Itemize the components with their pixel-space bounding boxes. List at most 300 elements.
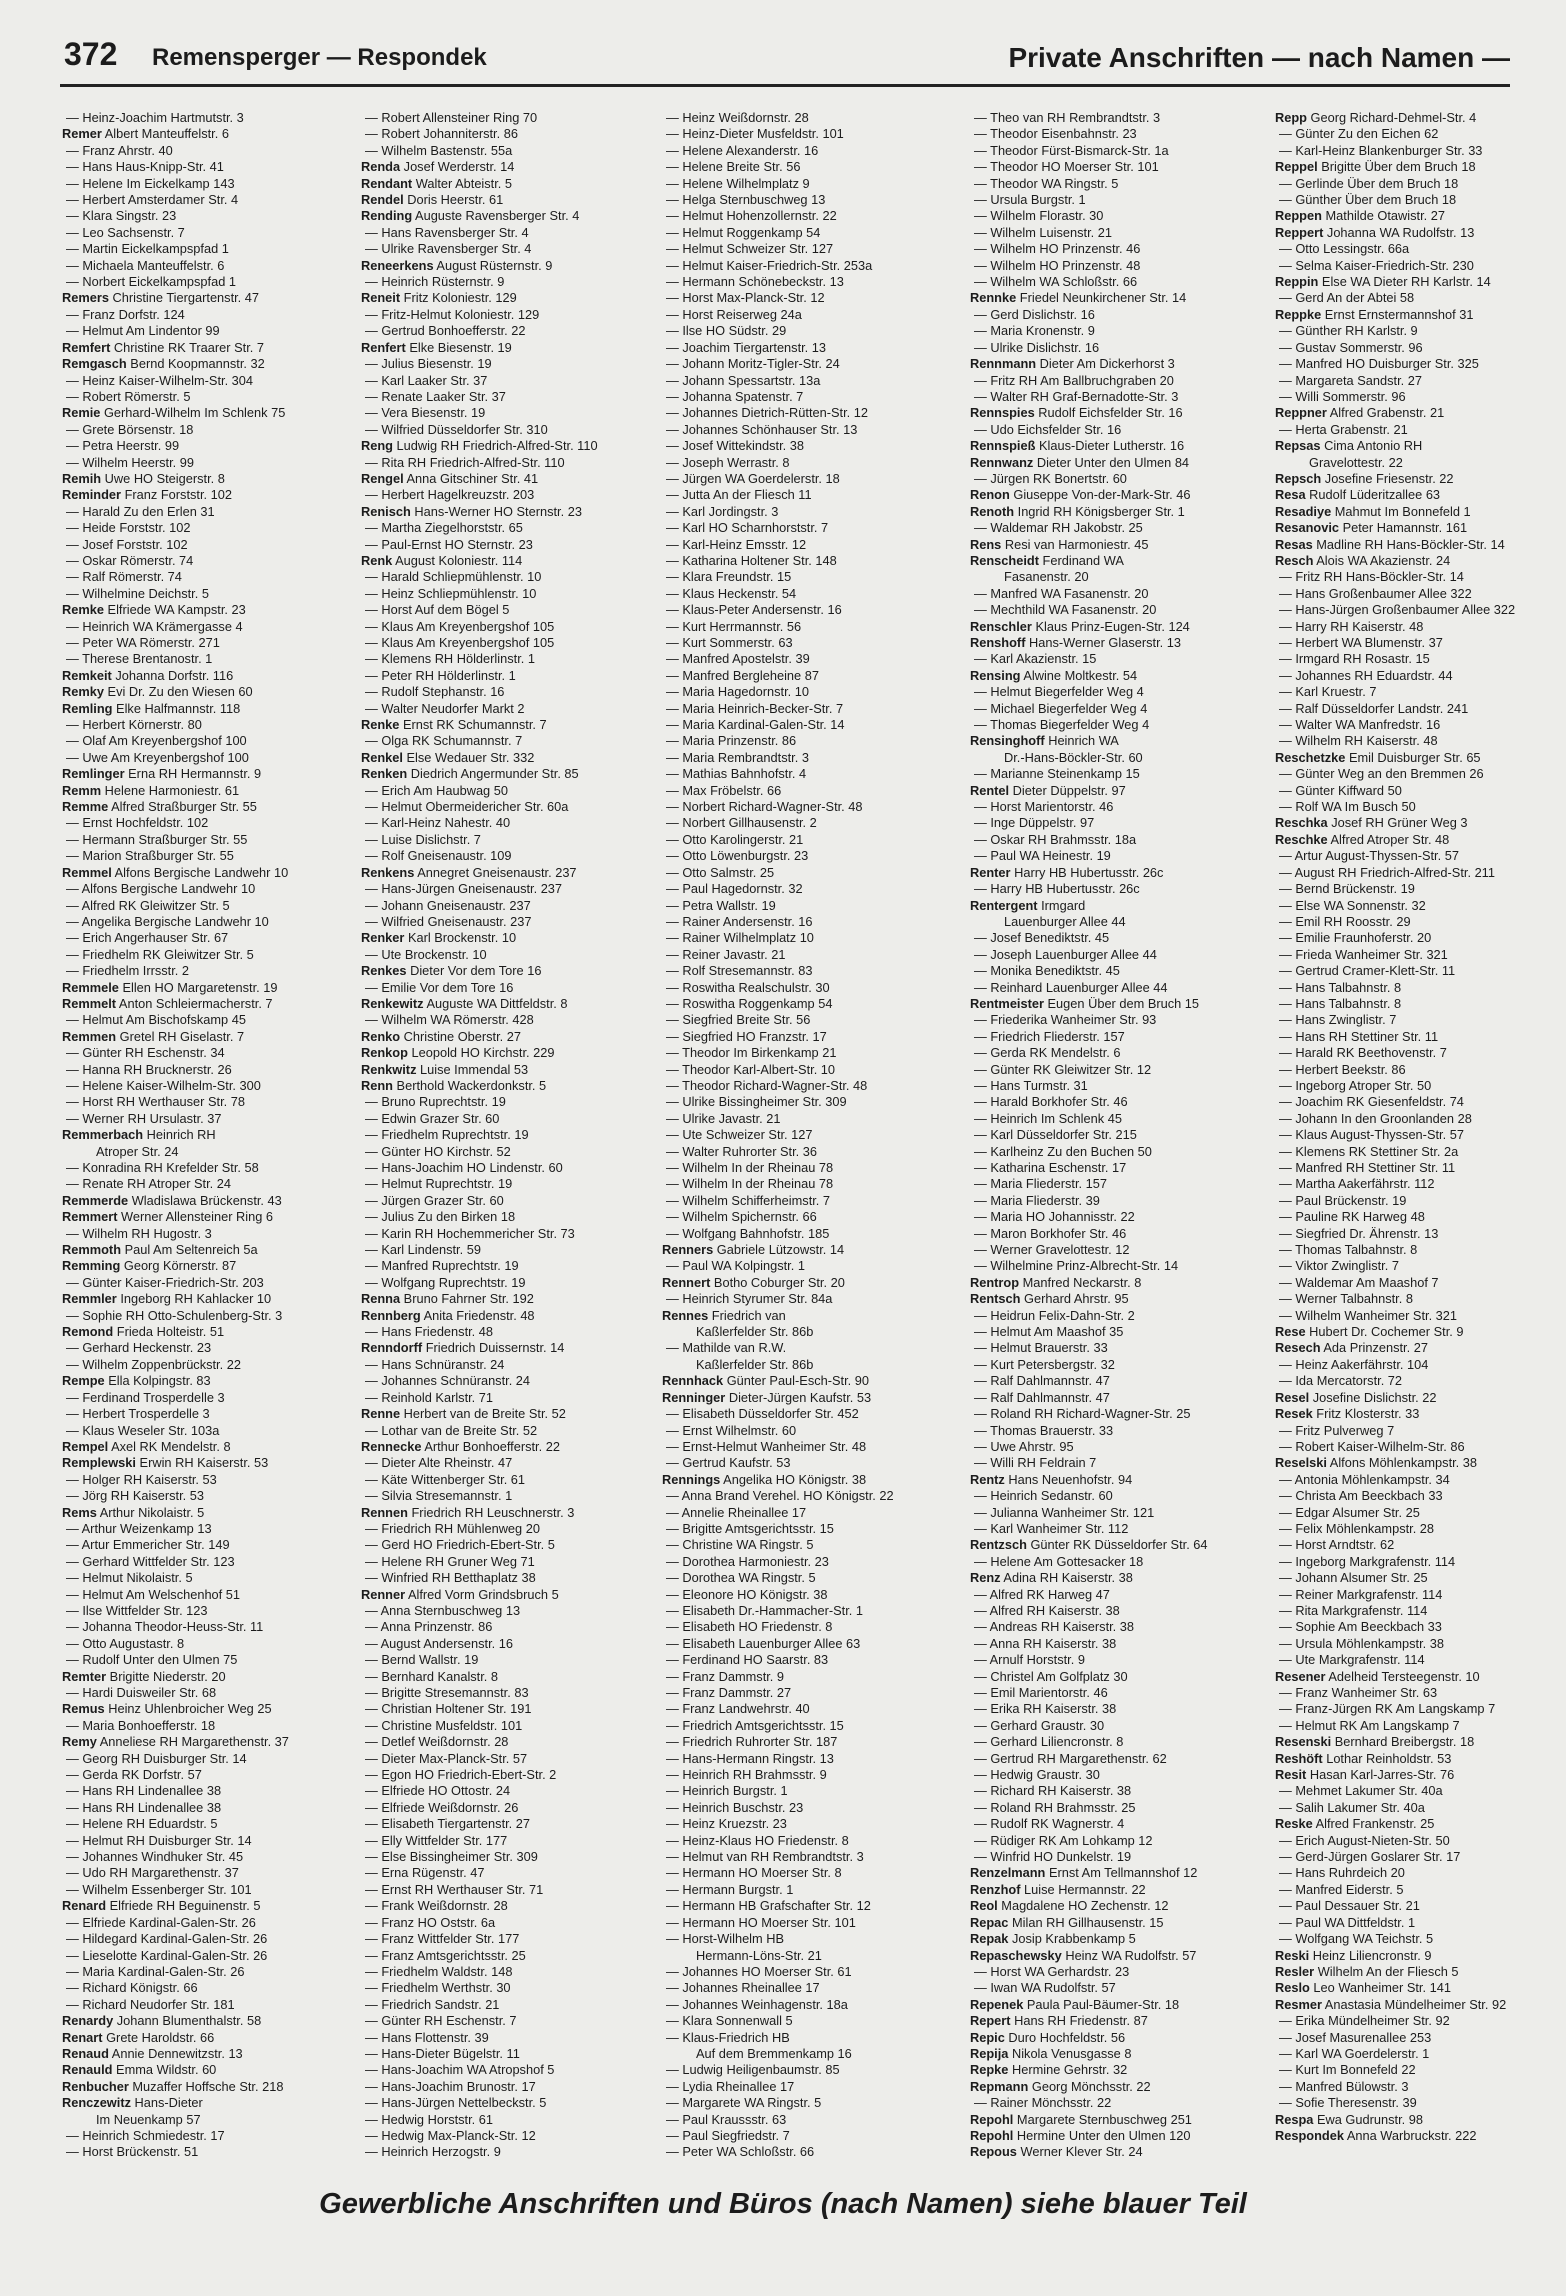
- directory-entry: — Wilhelm Essenberger Str. 101: [66, 1881, 252, 1897]
- directory-entry: — Günter RH Eschenstr. 7: [365, 2013, 517, 2029]
- surname: Reppner: [1275, 405, 1327, 421]
- directory-entry: — Hans-Hermann Ringstr. 13: [666, 1750, 834, 1766]
- directory-entry: — Herbert Körnerstr. 80: [66, 717, 202, 733]
- directory-entry: Rengel Anna Gitschiner Str. 41: [361, 470, 539, 486]
- directory-entry: — Karlheinz Zu den Buchen 50: [974, 1143, 1152, 1159]
- directory-entry: — Richard RH Kaiserstr. 38: [974, 1783, 1132, 1799]
- directory-entry: — August Andersenstr. 16: [365, 1635, 513, 1651]
- directory-entry: Reski Heinz Liliencronstr. 9: [1275, 1947, 1432, 1963]
- directory-entry: Resener Adelheid Tersteegenstr. 10: [1275, 1668, 1480, 1684]
- directory-entry: Repak Josip Krabbenkamp 5: [970, 1931, 1136, 1947]
- directory-entry: — Günter Weg an den Bremmen 26: [1279, 766, 1484, 782]
- directory-entry: — Joachim Tiergartenstr. 13: [666, 339, 827, 355]
- directory-entry: — Friedhelm Ruprechtstr. 19: [365, 1127, 529, 1143]
- directory-entry: — Thomas Biegerfelder Weg 4: [974, 717, 1150, 733]
- surname: Remm: [62, 782, 102, 798]
- directory-entry: — Käte Wittenberger Str. 61: [365, 1471, 526, 1487]
- directory-entry: Renbucher Muzaffer Hoffsche Str. 218: [62, 2078, 284, 2094]
- surname: Repke: [970, 2062, 1009, 2078]
- directory-entry: Renschler Klaus Prinz-Eugen-Str. 124: [970, 618, 1190, 634]
- directory-entry: — Ernst-Helmut Wanheimer Str. 48: [666, 1438, 867, 1454]
- directory-entry: Renart Grete Haroldstr. 66: [62, 2029, 215, 2045]
- directory-entry: — Elisabeth Lauenburger Allee 63: [666, 1635, 861, 1651]
- surname: Repenek: [970, 1996, 1024, 2012]
- directory-entry: — Brigitte Stresemannstr. 83: [365, 1685, 529, 1700]
- directory-entry: — Helmut Ruprechtstr. 19: [365, 1176, 513, 1192]
- directory-entry: Renzhof Luise Hermannstr. 22: [970, 1881, 1146, 1897]
- directory-entry: — Hans Haus-Knipp-Str. 41: [66, 159, 224, 175]
- directory-entry: Renon Giuseppe Von-der-Mark-Str. 46: [970, 487, 1191, 503]
- surname: Remkeit: [62, 667, 112, 683]
- directory-entry: — Thomas Talbahnstr. 8: [1279, 1242, 1418, 1258]
- directory-entry: — Georg RH Duisburger Str. 14: [66, 1750, 247, 1766]
- directory-entry: — Klaus August-Thyssen-Str. 57: [1279, 1127, 1464, 1143]
- directory-entry: — Wilhelm WA Schloßstr. 66: [974, 274, 1138, 290]
- directory-entry: Renzelmann Ernst Am Tellmannshof 12: [970, 1865, 1198, 1881]
- surname: Repohl: [970, 2127, 1014, 2143]
- surname: Reschetzke: [1275, 749, 1346, 765]
- surname: Renken: [361, 766, 408, 782]
- directory-entry: — Wilhelm In der Rheinau 78: [666, 1160, 834, 1175]
- directory-entry: Resanovic Peter Hamannstr. 161: [1275, 520, 1468, 536]
- directory-entry: Resas Madline RH Hans-Böckler-Str. 14: [1275, 536, 1505, 552]
- directory-entry: — Theodor WA Ringstr. 5: [974, 175, 1119, 191]
- directory-entry: Remmelt Anton Schleiermacherstr. 7: [62, 995, 273, 1011]
- directory-entry: — Franz Dammstr. 9: [666, 1668, 785, 1684]
- directory-entry: — Willi Sommerstr. 96: [1279, 388, 1406, 404]
- directory-entry: Rennhack Günter Paul-Esch-Str. 90: [662, 1373, 869, 1389]
- directory-entry: — Viktor Zwinglistr. 7: [1279, 1258, 1399, 1274]
- directory-entry: Hermann-Löns-Str. 21: [696, 1947, 822, 1963]
- directory-entry: — Harry RH Kaiserstr. 48: [1279, 618, 1424, 634]
- directory-entry: — Reiner Markgrafenstr. 114: [1279, 1586, 1443, 1602]
- directory-entry: — Paul WA Kolpingstr. 1: [666, 1258, 805, 1274]
- surname: Rengel: [361, 470, 404, 486]
- directory-entry: — Karl Lindenstr. 59: [365, 1242, 481, 1258]
- directory-entry: — Gerda RK Dorfstr. 57: [66, 1767, 202, 1783]
- directory-entry: — Edwin Grazer Str. 60: [365, 1110, 500, 1126]
- surname: Resener: [1275, 1668, 1326, 1684]
- directory-entry: — Klara Sonnenwall 5: [666, 2013, 793, 2029]
- directory-entry: Rennert Botho Coburger Str. 20: [662, 1274, 845, 1290]
- directory-entry: Renker Karl Brockenstr. 10: [361, 930, 517, 946]
- surname: Rennings: [662, 1471, 721, 1487]
- directory-entry: — Theodor Richard-Wagner-Str. 48: [666, 1077, 868, 1093]
- directory-entry: — Heinz-Joachim Hartmutstr. 3: [66, 110, 244, 125]
- directory-entry: Rens Resi van Harmoniestr. 45: [970, 536, 1149, 552]
- surname: Reske: [1275, 1816, 1313, 1832]
- directory-entry: Resenski Bernhard Breibergstr. 18: [1275, 1734, 1475, 1750]
- directory-entry: — Franz Landwehrstr. 40: [666, 1701, 810, 1717]
- header-rule: [60, 84, 1510, 87]
- directory-entry: Renard Elfriede RH Beguinenstr. 5: [62, 1898, 261, 1914]
- directory-entry: — Ralf Dahlmannstr. 47: [974, 1373, 1110, 1389]
- directory-entry: — Dieter Alte Rheinstr. 47: [365, 1455, 513, 1471]
- directory-entry: — Paul WA Dittfeldstr. 1: [1279, 1914, 1416, 1930]
- directory-entry: Renkel Else Wedauer Str. 332: [361, 749, 535, 765]
- directory-entry: — Hans Talbahnstr. 8: [1279, 995, 1402, 1011]
- directory-entry: — Friedhelm RK Gleiwitzer Str. 5: [66, 946, 254, 962]
- directory-entry: — Hans Friedenstr. 48: [365, 1324, 494, 1340]
- directory-entry: — Maria Kronenstr. 9: [974, 323, 1095, 339]
- directory-entry: Reske Alfred Frankenstr. 25: [1275, 1816, 1435, 1832]
- directory-entry: Remfert Christine RK Traarer Str. 7: [62, 339, 264, 355]
- directory-entry: — Paul Dessauer Str. 21: [1279, 1898, 1420, 1914]
- directory-entry: — Norbert Eickelkampspfad 1: [66, 274, 236, 290]
- directory-entry: — Günter Kaiser-Friedrich-Str. 203: [66, 1274, 264, 1290]
- directory-entry: — Salih Lakumer Str. 40a: [1279, 1799, 1425, 1815]
- surname: Repous: [970, 2144, 1017, 2160]
- directory-entry: — Maria Kardinal-Galen-Str. 26: [66, 1963, 245, 1979]
- surname: Rennspieß: [970, 438, 1036, 454]
- directory-entry: — Arthur Weizenkamp 13: [66, 1520, 212, 1536]
- directory-entry: — Hans-Jürgen Nettelbeckstr. 5: [365, 2095, 547, 2111]
- directory-entry: — Holger RH Kaiserstr. 53: [66, 1471, 217, 1487]
- surname: Remmen: [62, 1028, 117, 1044]
- directory-entry: — Theo van RH Rembrandtstr. 3: [974, 110, 1161, 125]
- directory-entry: — Heinrich Burgstr. 1: [666, 1783, 788, 1799]
- directory-entry: Reneerkens August Rüsternstr. 9: [361, 257, 553, 273]
- directory-entry: — Wilhelmine Deichstr. 5: [66, 585, 209, 601]
- surname: Remgasch: [62, 356, 127, 372]
- directory-entry: — Helmut Brauerstr. 33: [974, 1340, 1108, 1356]
- directory-entry: — Angelika Bergische Landwehr 10: [66, 913, 269, 929]
- surname: Rendant: [361, 175, 413, 191]
- surname: Remfert: [62, 339, 111, 355]
- directory-entry: — Horst Max-Planck-Str. 12: [666, 290, 825, 306]
- directory-entry: — Otto Salmstr. 25: [666, 864, 775, 880]
- directory-entry: — Waldemar Am Maashof 7: [1279, 1274, 1439, 1290]
- directory-entry: — Petra Wallstr. 19: [666, 897, 776, 913]
- surname: Remmoth: [62, 1242, 122, 1258]
- directory-entry: — Werner RH Ursulastr. 37: [66, 1110, 222, 1126]
- directory-entry: — Klara Freundstr. 15: [666, 569, 792, 585]
- directory-entry: — Heidrun Felix-Dahn-Str. 2: [974, 1307, 1135, 1323]
- directory-entry: — Johannes HO Moerser Str. 61: [666, 1963, 852, 1979]
- directory-entry: — Horst Marientorstr. 46: [974, 799, 1114, 815]
- surname: Reschke: [1275, 831, 1328, 847]
- directory-entry: — Friedhelm Irrsstr. 2: [66, 963, 190, 979]
- surname: Renko: [361, 1028, 401, 1044]
- surname: Renzelmann: [970, 1865, 1046, 1881]
- directory-entry: Rennings Angelika HO Königstr. 38: [662, 1471, 867, 1487]
- directory-entry: — Leo Sachsenstr. 7: [66, 224, 185, 240]
- directory-entry: Remmler Ingeborg RH Kahlacker 10: [62, 1291, 272, 1307]
- directory-entry: Renda Josef Werderstr. 14: [361, 159, 515, 175]
- directory-entry: — Margarete WA Ringstr. 5: [666, 2095, 822, 2111]
- directory-entry: — Ingeborg Markgrafenstr. 114: [1279, 1553, 1456, 1569]
- directory-entry: — Ute Schweizer Str. 127: [666, 1127, 813, 1143]
- directory-entry: — Christian Holtener Str. 191: [365, 1701, 532, 1717]
- directory-entry: — Franz-Jürgen RK Am Langskamp 7: [1279, 1701, 1496, 1717]
- directory-entry: Reol Magdalene HO Zechenstr. 12: [970, 1898, 1169, 1914]
- directory-entry: — Horst-Wilhelm HB: [666, 1931, 785, 1947]
- directory-entry: — Horst WA Gerhardstr. 23: [974, 1963, 1130, 1979]
- directory-entry: — Johanna Theodor-Heuss-Str. 11: [66, 1619, 264, 1635]
- directory-entry: — Heinz Kruezstr. 23: [666, 1816, 787, 1832]
- directory-entry: Respa Ewa Gudrunstr. 98: [1275, 2111, 1423, 2127]
- directory-entry: — Helene Am Gottesacker 18: [974, 1553, 1144, 1569]
- directory-entry: — Jürgen RK Bonertstr. 60: [974, 470, 1127, 486]
- surname: Rems: [62, 1504, 97, 1520]
- directory-entry: — Herbert Beekstr. 86: [1279, 1061, 1406, 1077]
- directory-entry: — Gertrud Kaufstr. 53: [666, 1455, 791, 1471]
- directory-entry: — Paul-Ernst HO Sternstr. 23: [365, 536, 533, 552]
- directory-entry: — Anna Brand Verehel. HO Königstr. 22: [666, 1488, 894, 1504]
- column-4: [970, 110, 1260, 2160]
- surname: Repsch: [1275, 470, 1322, 486]
- directory-entry: — Peter WA Schloßstr. 66: [666, 2144, 815, 2160]
- surname: Rending: [361, 208, 413, 224]
- directory-entry: — Johann Moritz-Tigler-Str. 24: [666, 356, 840, 372]
- surname: Resas: [1275, 536, 1313, 552]
- directory-entry: — Werner Gravelottestr. 12: [974, 1242, 1130, 1258]
- directory-entry: — Oskar Römerstr. 74: [66, 552, 194, 568]
- directory-entry: — Helmut Am Welschenhof 51: [66, 1586, 241, 1602]
- directory-entry: — Ursula Burgstr. 1: [974, 192, 1086, 208]
- surname: Resa: [1275, 487, 1306, 503]
- directory-entry: — Klemens RK Stettiner Str. 2a: [1279, 1143, 1459, 1159]
- surname: Renon: [970, 487, 1010, 503]
- directory-entry: — Hans RH Lindenallee 38: [66, 1783, 222, 1799]
- directory-entry: — Maria Bonhoefferstr. 18: [66, 1717, 216, 1733]
- directory-entry: — Günter RH Eschenstr. 34: [66, 1045, 225, 1061]
- directory-entry: — Walter WA Manfredstr. 16: [1279, 717, 1441, 733]
- directory-entry: — Helmut Am Maashof 35: [974, 1324, 1124, 1340]
- surname: Resel: [1275, 1389, 1310, 1405]
- directory-entry: — Elfriede Kardinal-Galen-Str. 26: [66, 1914, 256, 1930]
- surname: Renndorff: [361, 1340, 423, 1356]
- directory-entry: Rending Auguste Ravensberger Str. 4: [361, 208, 580, 224]
- directory-entry: — Franz Wittfelder Str. 177: [365, 1931, 520, 1947]
- directory-entry: — Manfred Bergleheine 87: [666, 667, 819, 683]
- directory-entry: — Josef Masurenallee 253: [1279, 2029, 1432, 2045]
- directory-entry: — Johanna Spatenstr. 7: [666, 388, 804, 404]
- surname: Renker: [361, 930, 405, 946]
- directory-entry: — Wilhelm Wanheimer Str. 321: [1279, 1307, 1458, 1323]
- directory-entry: — Herbert Trosperdelle 3: [66, 1406, 210, 1422]
- directory-entry: — Thomas Brauerstr. 33: [974, 1422, 1114, 1438]
- directory-entry: — Günter HO Kirchstr. 52: [365, 1143, 511, 1159]
- section-title: Private Anschriften — nach Namen —: [1008, 42, 1510, 73]
- directory-entry: — Robert Allensteiner Ring 70: [365, 110, 538, 125]
- surname: Renczewitz: [62, 2095, 131, 2111]
- directory-entry: — Helmut Obermeidericher Str. 60a: [365, 799, 569, 815]
- directory-entry: — Heinrich Herzogstr. 9: [365, 2144, 501, 2160]
- directory-entry: — Waldemar RH Jakobstr. 25: [974, 520, 1143, 536]
- directory-entry: — Manfred Ruprechtstr. 19: [365, 1258, 519, 1274]
- directory-entry: — Günter RK Gleiwitzer Str. 12: [974, 1061, 1152, 1077]
- directory-entry: — Katharina Holtener Str. 148: [666, 552, 837, 568]
- directory-entry: Rennmann Dieter Am Dickerhorst 3: [970, 356, 1175, 372]
- directory-entry: — Franz HO Oststr. 6a: [365, 1914, 496, 1930]
- directory-entry: Rems Arthur Nikolaistr. 5: [62, 1504, 205, 1520]
- directory-entry: — Helmut Nikolaistr. 5: [66, 1570, 193, 1586]
- directory-entry: — Johannes Windhuker Str. 45: [66, 1849, 244, 1865]
- surname: Rentel: [970, 782, 1010, 798]
- directory-entry: — Horst Reiserweg 24a: [666, 306, 802, 322]
- surname: Remond: [62, 1324, 114, 1340]
- directory-entry: — Hedwig Max-Planck-Str. 12: [365, 2127, 536, 2143]
- directory-entry: — Helmut Roggenkamp 54: [666, 224, 821, 240]
- directory-entry: — Theodor Fürst-Bismarck-Str. 1a: [974, 142, 1169, 158]
- directory-entry: — Lydia Rheinallee 17: [666, 2078, 795, 2094]
- directory-entry: — Hedwig Graustr. 30: [974, 1767, 1100, 1783]
- directory-entry: Remmele Ellen HO Margaretenstr. 19: [62, 979, 278, 995]
- directory-entry: — Jutta An der Fliesch 11: [666, 487, 812, 503]
- directory-entry: Remm Helene Harmoniestr. 61: [62, 782, 240, 798]
- surname: Rese: [1275, 1324, 1306, 1340]
- directory-entry: Renshoff Hans-Werner Glaserstr. 13: [970, 635, 1181, 650]
- directory-entry: Auf dem Bremmenkamp 16: [696, 2045, 852, 2061]
- directory-entry: — Karl Wanheimer Str. 112: [974, 1520, 1129, 1536]
- directory-entry: — Johannes Schnüranstr. 24: [365, 1373, 531, 1389]
- directory-entry: Respondek Anna Warbruckstr. 222: [1275, 2127, 1477, 2143]
- directory-entry: — Friedrich Sandstr. 21: [365, 1996, 500, 2012]
- directory-entry: — Gerd An der Abtei 58: [1279, 290, 1415, 306]
- directory-entry: Renners Gabriele Lützowstr. 14: [662, 1242, 845, 1258]
- surname: Remer: [62, 126, 102, 142]
- surname: Remy: [62, 1734, 97, 1750]
- directory-entry: — Emil RH Roosstr. 29: [1279, 913, 1411, 929]
- name-range: Remensperger — Respondek: [152, 44, 487, 71]
- directory-entry: — Wolfgang Ruprechtstr. 19: [365, 1274, 526, 1290]
- surname: Resenski: [1275, 1734, 1332, 1750]
- directory-entry: — Elfriede Weißdornstr. 26: [365, 1799, 519, 1815]
- directory-entry: Reppner Alfred Grabenstr. 21: [1275, 405, 1445, 421]
- directory-entry: — Johannes RH Eduardstr. 44: [1279, 667, 1453, 683]
- directory-entry: — Paul Kraussstr. 63: [666, 2111, 787, 2127]
- directory-entry: — Egon HO Friedrich-Ebert-Str. 2: [365, 1767, 557, 1783]
- directory-entry: Repsas Cima Antonio RH: [1275, 438, 1423, 454]
- directory-entry: — Ralf Römerstr. 74: [66, 569, 182, 585]
- directory-entry: Repohl Margarete Sternbuschweg 251: [970, 2111, 1192, 2127]
- directory-entry: — Rolf Gneisenaustr. 109: [365, 848, 512, 864]
- directory-entry: — Dieter Max-Planck-Str. 57: [365, 1750, 528, 1766]
- directory-entry: — Winfried RH Betthaplatz 38: [365, 1570, 536, 1586]
- directory-entry: — Martin Eickelkampspfad 1: [66, 241, 229, 257]
- surname: Repaschewsky: [970, 1947, 1062, 1963]
- directory-entry: — Siegfried Breite Str. 56: [666, 1012, 811, 1028]
- directory-entry: — Günter Kiffward 50: [1279, 782, 1402, 798]
- directory-entry: — Julius Biesenstr. 19: [365, 356, 492, 372]
- directory-entry: Repohl Hermine Unter den Ulmen 120: [970, 2127, 1191, 2143]
- directory-entry: — Artur August-Thyssen-Str. 57: [1279, 848, 1459, 864]
- directory-entry: Remky Evi Dr. Zu den Wiesen 60: [62, 684, 253, 700]
- column-5: [1275, 110, 1525, 2150]
- directory-entry: Atroper Str. 24: [96, 1143, 179, 1159]
- directory-entry: — Margareta Sandstr. 27: [1279, 372, 1422, 388]
- surname: Reneit: [361, 290, 401, 306]
- directory-entry: — Erich August-Nieten-Str. 50: [1279, 1832, 1450, 1848]
- directory-entry: Renna Bruno Fahrner Str. 192: [361, 1291, 534, 1307]
- surname: Renzhof: [970, 1881, 1021, 1897]
- directory-entry: Im Neuenkamp 57: [96, 2111, 201, 2127]
- surname: Rennspies: [970, 405, 1035, 421]
- directory-entry: Repsch Josefine Friesenstr. 22: [1275, 470, 1454, 486]
- directory-entry: — Ingeborg Atroper Str. 50: [1279, 1077, 1432, 1093]
- directory-entry: — Uwe Ahrstr. 95: [974, 1438, 1074, 1454]
- directory-entry: — Gerd HO Friedrich-Ebert-Str. 5: [365, 1537, 555, 1553]
- directory-entry: — Rolf Stresemannstr. 83: [666, 963, 813, 979]
- directory-entry: — Anna Sternbuschweg 13: [365, 1602, 521, 1618]
- directory-entry: — Dorothea WA Ringstr. 5: [666, 1570, 816, 1586]
- directory-entry: — Christel Am Golfplatz 30: [974, 1668, 1128, 1684]
- directory-entry: — Grete Börsenstr. 18: [66, 421, 194, 437]
- surname: Renn: [361, 1077, 393, 1093]
- directory-entry: — Helmut Am Lindentor 99: [66, 323, 220, 339]
- directory-entry: — Hardi Duisweiler Str. 68: [66, 1685, 217, 1700]
- surname: Resit: [1275, 1767, 1307, 1783]
- directory-entry: — Rainer Wilhelmplatz 10: [666, 930, 814, 946]
- surname: Reppen: [1275, 208, 1322, 224]
- directory-entry: — Wilfried Gneisenaustr. 237: [365, 913, 532, 929]
- directory-columns: [62, 110, 1522, 2160]
- directory-entry: Reminder Franz Forststr. 102: [62, 487, 232, 503]
- directory-entry: — Emilie Fraunhoferstr. 20: [1279, 930, 1432, 946]
- surname: Resanovic: [1275, 520, 1340, 536]
- surname: Repp: [1275, 110, 1307, 125]
- surname: Remming: [62, 1258, 121, 1274]
- directory-entry: — Heinrich Styrumer Str. 84a: [666, 1291, 833, 1307]
- directory-entry: — Jörg RH Kaiserstr. 53: [66, 1488, 204, 1504]
- directory-entry: Renkop Leopold HO Kirchstr. 229: [361, 1045, 555, 1061]
- surname: Reol: [970, 1898, 998, 1914]
- directory-entry: — Michaela Manteuffelstr. 6: [66, 257, 225, 273]
- surname: Repmann: [970, 2078, 1029, 2094]
- directory-entry: — Petra Heerstr. 99: [66, 438, 180, 454]
- surname: Reppke: [1275, 306, 1322, 322]
- directory-entry: Reppert Johanna WA Rudolfstr. 13: [1275, 224, 1475, 240]
- directory-entry: — Marion Straßburger Str. 55: [66, 848, 234, 864]
- surname: Renner: [361, 1586, 406, 1602]
- directory-entry: — Wilhelm WA Römerstr. 428: [365, 1012, 534, 1028]
- surname: Rennberg: [361, 1307, 421, 1323]
- surname: Rensinghoff: [970, 733, 1045, 749]
- surname: Rentz: [970, 1471, 1005, 1487]
- directory-entry: — Wilhelm Florastr. 30: [974, 208, 1104, 224]
- directory-entry: — Helmut Biegerfelder Weg 4: [974, 684, 1144, 700]
- directory-entry: — Hildegard Kardinal-Galen-Str. 26: [66, 1931, 268, 1947]
- directory-entry: — Renate RH Atroper Str. 24: [66, 1176, 232, 1192]
- directory-entry: — Artur Emmericher Str. 149: [66, 1537, 230, 1553]
- surname: Renter: [970, 864, 1011, 880]
- surname: Renners: [662, 1242, 714, 1258]
- directory-entry: — Klaus-Peter Andersenstr. 16: [666, 602, 842, 618]
- directory-entry: — Maria Kardinal-Galen-Str. 14: [666, 717, 845, 733]
- directory-entry: — Helene Wilhelmplatz 9: [666, 175, 810, 191]
- directory-entry: — Peter RH Hölderlinstr. 1: [365, 667, 516, 683]
- directory-entry: Renauld Emma Wildstr. 60: [62, 2062, 217, 2078]
- directory-entry: Repac Milan RH Gillhausenstr. 15: [970, 1914, 1164, 1930]
- directory-entry: — Harry HB Hubertusstr. 26c: [974, 881, 1140, 897]
- surname: Renk: [361, 552, 393, 568]
- surname: Rentergent: [970, 897, 1038, 913]
- directory-entry: — Harald Zu den Erlen 31: [66, 503, 215, 519]
- surname: Resch: [1275, 552, 1314, 568]
- directory-entry: — Paul WA Heinestr. 19: [974, 848, 1111, 864]
- directory-entry: — Richard Königstr. 66: [66, 1980, 198, 1996]
- directory-entry: Dr.-Hans-Böckler-Str. 60: [1004, 749, 1143, 765]
- directory-entry: — Günther Über dem Bruch 18: [1279, 192, 1457, 208]
- directory-entry: — Heinrich Buschstr. 23: [666, 1799, 804, 1815]
- directory-entry: — Frieda Wanheimer Str. 321: [1279, 946, 1448, 962]
- directory-entry: Reppke Ernst Ernstermannshof 31: [1275, 306, 1474, 322]
- surname: Remmele: [62, 979, 119, 995]
- directory-entry: — Mathias Bahnhofstr. 4: [666, 766, 807, 782]
- directory-entry: Repmann Georg Mönchsstr. 22: [970, 2078, 1151, 2094]
- directory-entry: Resel Josefine Dislichstr. 22: [1275, 1389, 1437, 1405]
